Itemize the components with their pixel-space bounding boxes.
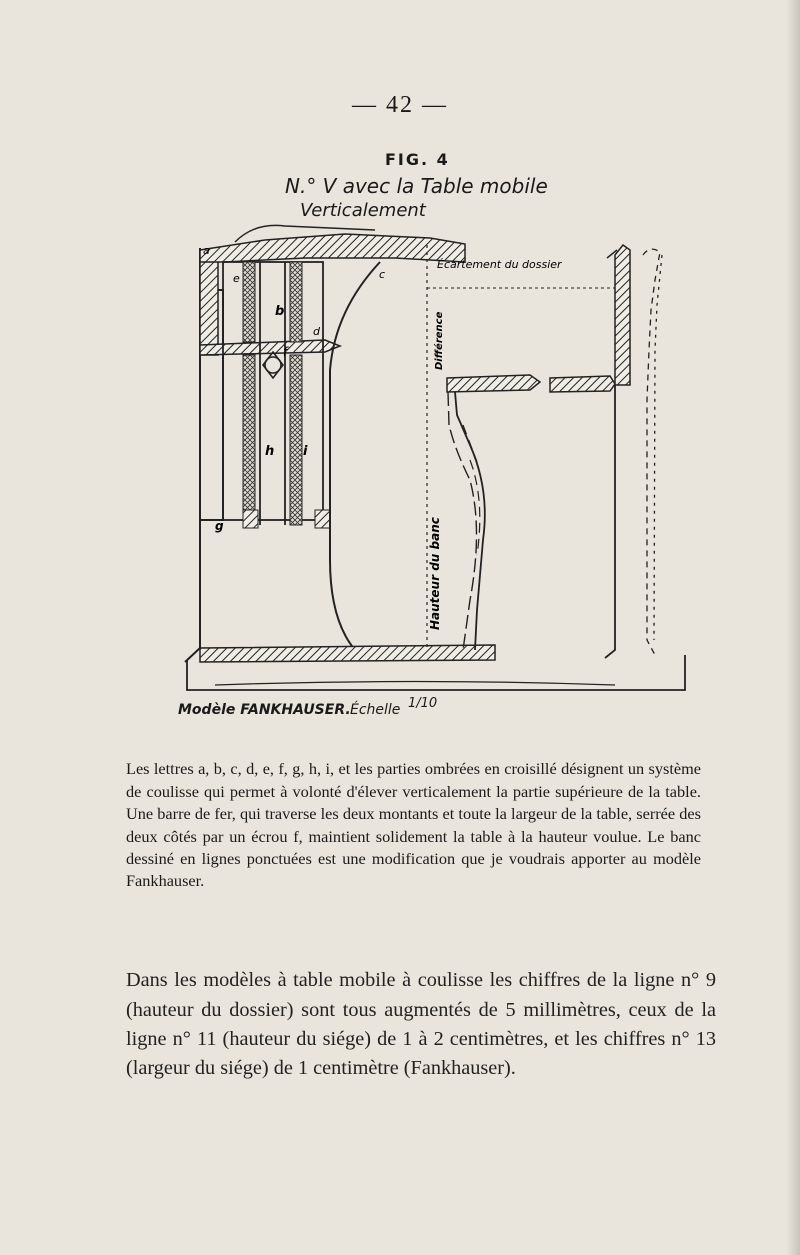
- left-panel: [185, 250, 200, 662]
- letter-e: e: [233, 272, 240, 285]
- annotation-difference: Différence: [434, 311, 445, 370]
- inner-frame: [223, 262, 323, 520]
- left-hatched-column: [200, 250, 218, 355]
- book-shelf: [200, 340, 340, 355]
- annotation-hauteur-banc: Hauteur du banc: [428, 517, 442, 630]
- page-edge-shadow: [786, 0, 800, 1255]
- figure-description: Les lettres a, b, c, d, e, f, g, h, i, et les parties ombrées en croisillé désignent un système de coulisse qui permet à volonté d'élever verticalement la partie supérieure de la table. Une barre de fer, qui traverse les deux montants et toute la largeur de la table, serrée des deux côtés par un écrou f, maintient solidement la table à la hauteur voulue. Le banc dessiné en lignes ponctuées est une modification que je voudrais apporter au modèle Fankhauser.: [126, 759, 701, 891]
- scale-value: 1/10: [408, 696, 438, 711]
- figure-subtitle: Verticalement: [300, 200, 426, 221]
- annotation-ecartement: Écartement du dossier: [437, 258, 562, 271]
- letter-d: d: [313, 325, 320, 338]
- letter-c: c: [379, 268, 386, 281]
- base-footboard: [200, 645, 495, 662]
- dotted-bench: [643, 249, 660, 655]
- slide-right-lower: [290, 355, 302, 525]
- letter-f: f: [283, 345, 288, 359]
- backrest: [615, 245, 630, 385]
- school-desk-diagram: [165, 200, 705, 700]
- bench-right-side: [605, 385, 615, 658]
- scale-label: Échelle: [350, 702, 401, 718]
- bench-leg: [455, 392, 485, 650]
- letter-h: h: [265, 444, 275, 459]
- letter-a: a: [203, 244, 210, 257]
- slide-right-upper: [290, 262, 302, 342]
- letter-i: i: [303, 444, 308, 459]
- slide-left-lower: [243, 355, 255, 525]
- figure-title: N.° V avec la Table mobile: [285, 174, 548, 198]
- bench-seat: [447, 375, 540, 392]
- slide-left-upper: [243, 262, 255, 342]
- bench-seat-right: [550, 376, 615, 392]
- letter-g: g: [215, 519, 224, 533]
- desk-leg-curve: [330, 262, 380, 650]
- figure-label: FIG. 4: [385, 150, 450, 169]
- letter-b: b: [275, 304, 285, 319]
- model-label: Modèle FANKHAUSER.: [178, 702, 351, 718]
- body-paragraph: Dans les modèles à table mobile à coulisse les chiffres de la ligne n° 9 (hauteur du dossier) sont tous augmentés de 5 millimètres, ceux de la ligne n° 11 (hauteur du siége) de 1 à 2 centimètres, et les chiffres n° 13 (largeur du siége) de 1 centimètre (Fankhauser).: [126, 969, 716, 1079]
- page-number: — 42 —: [352, 92, 448, 118]
